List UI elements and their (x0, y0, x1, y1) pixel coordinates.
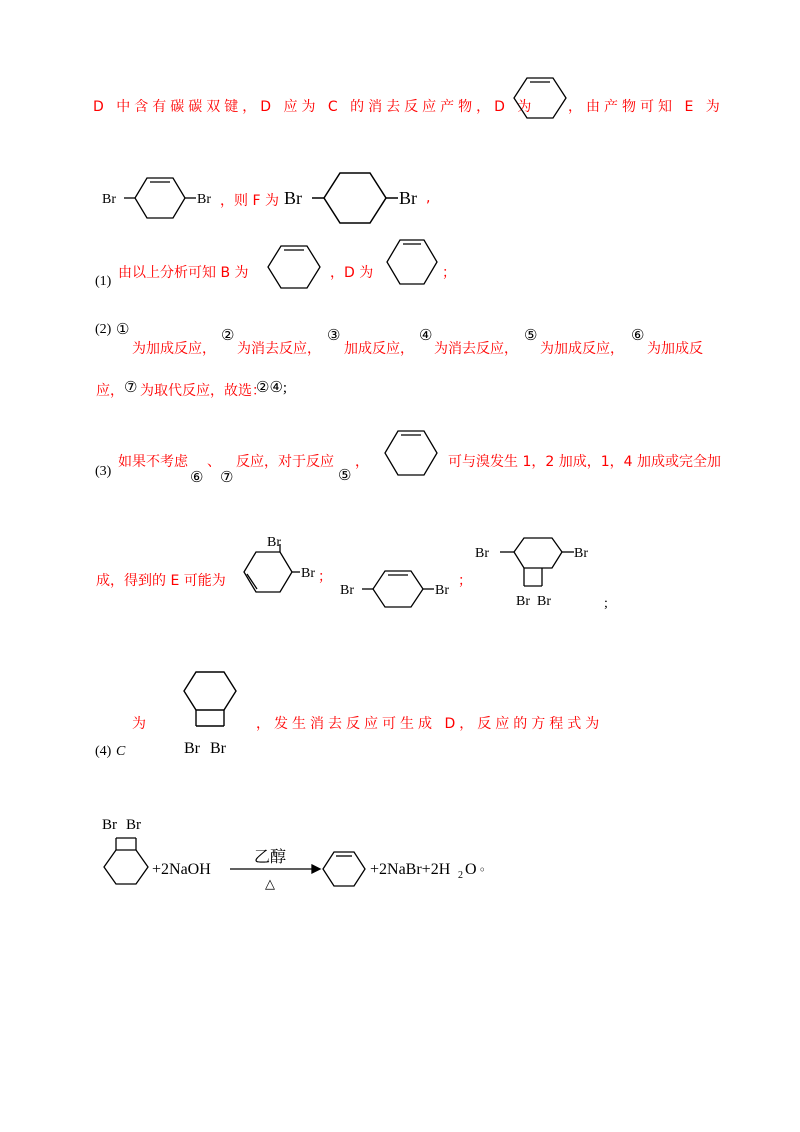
cyclohexene-structure-b (262, 240, 326, 294)
svg-text:+2NaBr+2H: +2NaBr+2H (370, 861, 451, 878)
part2-line2-text-b: 为取代反应，故选： (140, 383, 266, 399)
part2-text-4: 为消去反应， (434, 341, 518, 357)
dibromocyclohexane-structure-c (176, 666, 246, 762)
part3-semicolon-2: ； (458, 573, 472, 589)
svg-text:Br: Br (102, 192, 116, 207)
svg-text:Br: Br (537, 594, 551, 609)
part3-text-a: 如果不考虑 (118, 454, 188, 470)
part3-line2-text: 成，得到的 E 可能为 (96, 573, 226, 589)
part3-semicolon-3: ; (604, 596, 608, 611)
part4-text-a: 为 (132, 716, 146, 732)
part3-comma: ， (355, 454, 369, 470)
part2-circle-7: ⑦ (124, 380, 138, 396)
svg-text:Br: Br (435, 583, 449, 598)
part2-text-6: 为加成反 (647, 341, 703, 357)
svg-text:Br: Br (184, 740, 200, 757)
dibromide-12-adduct-structure (230, 532, 322, 616)
part3-separator: 、 (207, 454, 221, 470)
svg-text:乙醇: 乙醇 (254, 849, 287, 866)
part1-text-b: ，D 为 (330, 265, 374, 281)
svg-text:Br: Br (516, 594, 530, 609)
cyclohexene-structure-part3 (380, 426, 442, 482)
line1-text-a: D 中含有碳碳双键，D 应为 C 的消去反应产物，D 为 (93, 99, 536, 115)
svg-text:Br: Br (340, 583, 354, 598)
line2-end: , (426, 190, 431, 206)
part1-number: (1) (95, 274, 112, 289)
part2-circle-2: ② (221, 328, 235, 344)
part1-end: ； (442, 265, 456, 281)
line2-text-a: ，则 F 为 (220, 193, 279, 209)
part4-number: (4) (95, 744, 112, 759)
svg-text:△: △ (265, 876, 275, 891)
svg-text:Br: Br (301, 566, 315, 581)
cyclohexene-structure-d (510, 72, 570, 124)
svg-text:Br: Br (399, 188, 417, 208)
svg-text:Br: Br (210, 740, 226, 757)
part2-number: (2) (95, 322, 112, 337)
product-ring (323, 852, 365, 886)
part3-circle-6: ⑥ (190, 470, 204, 486)
dibromide-14-adduct-structure (338, 566, 458, 614)
part1-text-a: 由以上分析可知 B 为 (118, 265, 249, 281)
tetrabromide-adduct-structure (470, 532, 606, 612)
part2-text-2: 为消去反应， (237, 341, 321, 357)
cyclohexene-structure-d2 (382, 236, 442, 290)
part3-circle-7: ⑦ (220, 470, 234, 486)
line1-text-b: ，由产物可知 E 为 (568, 99, 724, 115)
part2-circle-4: ④ (419, 328, 433, 344)
part2-line2-text-a: 应， (96, 383, 124, 399)
part3-semicolon-1: ； (318, 569, 332, 585)
svg-text:Br: Br (197, 192, 211, 207)
svg-text:Br: Br (102, 817, 117, 833)
part4-c-letter: C (116, 744, 126, 759)
reaction-equation (90, 812, 510, 898)
part2-text-1: 为加成反应， (132, 341, 216, 357)
dibromocyclohexane-structure-f (282, 166, 431, 230)
part2-answer: ②④; (256, 380, 288, 396)
part3-circle-5: ⑤ (338, 468, 352, 484)
part4-text-b: ，发生消去反应可生成 D，反应的方程式为 (256, 716, 604, 732)
svg-text:2: 2 (458, 870, 463, 881)
dibromocyclohexene-structure (100, 172, 220, 224)
reactant-ring (104, 850, 148, 884)
part3-text-c: 可与溴发生 1，2 加成，1，4 加成或完全加 (448, 454, 721, 470)
svg-text:O: O (465, 861, 477, 878)
svg-text:Br: Br (284, 188, 302, 208)
svg-text:Br: Br (574, 546, 588, 561)
svg-text:Br: Br (126, 817, 141, 833)
svg-text:+2NaOH: +2NaOH (152, 861, 211, 878)
part2-circle-6: ⑥ (631, 328, 645, 344)
part2-text-5: 为加成反应， (540, 341, 624, 357)
part2-text-3: 加成反应， (344, 341, 414, 357)
svg-text:Br: Br (267, 535, 281, 550)
svg-text:。: 。 (480, 859, 493, 873)
part2-circle-5: ⑤ (524, 328, 538, 344)
svg-text:Br: Br (475, 546, 489, 561)
part3-number: (3) (95, 464, 112, 479)
part2-circle-3: ③ (327, 328, 341, 344)
part3-text-b: 反应，对于反应 (236, 454, 334, 470)
part2-circle-1: ① (116, 322, 130, 338)
